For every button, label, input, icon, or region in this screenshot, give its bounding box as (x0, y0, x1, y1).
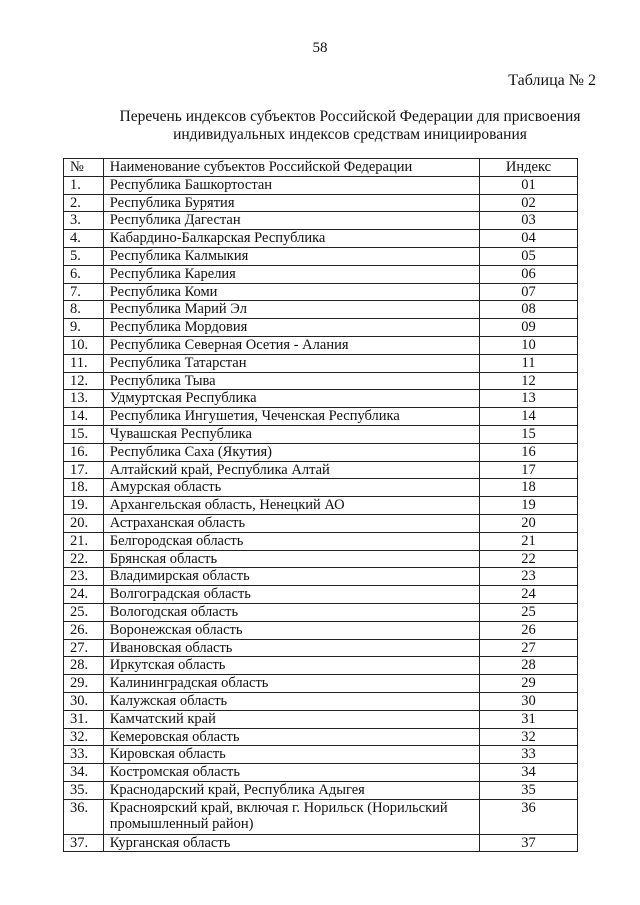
region-name: Кировская область (103, 746, 479, 764)
row-number: 6. (64, 265, 104, 283)
row-number: 21. (64, 532, 104, 550)
row-number: 28. (64, 657, 104, 675)
region-index: 01 (480, 176, 578, 194)
row-number: 18. (64, 479, 104, 497)
table-row (64, 746, 578, 764)
row-number: 23. (64, 568, 104, 586)
region-index: 17 (480, 461, 578, 479)
region-index: 35 (480, 781, 578, 799)
header-index: Индекс (480, 159, 578, 177)
table-row (64, 408, 578, 426)
table-row (64, 639, 578, 657)
region-index: 21 (480, 532, 578, 550)
region-name: Брянская область (103, 550, 479, 568)
region-name: Калининградская область (103, 675, 479, 693)
table-row (64, 586, 578, 604)
row-number: 27. (64, 639, 104, 657)
region-name: Кемеровская область (103, 728, 479, 746)
row-number: 22. (64, 550, 104, 568)
region-index: 24 (480, 586, 578, 604)
region-name: Чувашская Республика (103, 425, 479, 443)
region-index: 11 (480, 354, 578, 372)
table-row (64, 497, 578, 515)
region-name: Костромская область (103, 764, 479, 782)
region-name: Вологодская область (103, 603, 479, 621)
table-row (64, 657, 578, 675)
regions-index-table (63, 158, 578, 852)
region-name: Калужская область (103, 692, 479, 710)
region-name: Кабардино-Балкарская Республика (103, 230, 479, 248)
table-body (64, 176, 578, 852)
table-row (64, 781, 578, 799)
region-index: 28 (480, 657, 578, 675)
region-index: 20 (480, 514, 578, 532)
region-index: 12 (480, 372, 578, 390)
region-index: 34 (480, 764, 578, 782)
table-row (64, 319, 578, 337)
region-name: Камчатский край (103, 710, 479, 728)
region-name: Волгоградская область (103, 586, 479, 604)
region-index: 16 (480, 443, 578, 461)
table-row (64, 568, 578, 586)
region-index: 26 (480, 621, 578, 639)
region-index: 13 (480, 390, 578, 408)
table-row (64, 692, 578, 710)
region-name: Республика Ингушетия, Чеченская Республика (103, 408, 479, 426)
row-number: 32. (64, 728, 104, 746)
table-row (64, 710, 578, 728)
table-row (64, 301, 578, 319)
table-row (64, 230, 578, 248)
table-row (64, 212, 578, 230)
region-index: 32 (480, 728, 578, 746)
row-number: 34. (64, 764, 104, 782)
table-row (64, 764, 578, 782)
row-number: 12. (64, 372, 104, 390)
region-index: 23 (480, 568, 578, 586)
row-number: 13. (64, 390, 104, 408)
region-index: 25 (480, 603, 578, 621)
table-row (64, 834, 578, 852)
region-name: Республика Карелия (103, 265, 479, 283)
table-row (64, 675, 578, 693)
region-name: Республика Башкортостан (103, 176, 479, 194)
table-row (64, 336, 578, 354)
row-number: 11. (64, 354, 104, 372)
page-number: 58 (312, 40, 328, 56)
table-label: Таблица № 2 (508, 72, 596, 89)
row-number: 33. (64, 746, 104, 764)
region-index: 29 (480, 675, 578, 693)
region-name: Курганская область (103, 834, 479, 852)
row-number: 37. (64, 834, 104, 852)
region-name: Воронежская область (103, 621, 479, 639)
region-name: Республика Коми (103, 283, 479, 301)
region-name: Амурская область (103, 479, 479, 497)
region-name: Республика Мордовия (103, 319, 479, 337)
row-number: 31. (64, 710, 104, 728)
region-name: Краснодарский край, Республика Адыгея (103, 781, 479, 799)
region-index: 30 (480, 692, 578, 710)
region-name: Республика Калмыкия (103, 247, 479, 265)
row-number: 10. (64, 336, 104, 354)
table-row (64, 621, 578, 639)
region-index: 33 (480, 746, 578, 764)
row-number: 35. (64, 781, 104, 799)
region-name: Республика Тыва (103, 372, 479, 390)
row-number: 20. (64, 514, 104, 532)
region-name: Астраханская область (103, 514, 479, 532)
row-number: 25. (64, 603, 104, 621)
region-index: 02 (480, 194, 578, 212)
region-name: Архангельская область, Ненецкий АО (103, 497, 479, 515)
row-number: 7. (64, 283, 104, 301)
row-number: 3. (64, 212, 104, 230)
document-title (100, 108, 600, 144)
region-name: Иркутская область (103, 657, 479, 675)
row-number: 30. (64, 692, 104, 710)
table-row (64, 532, 578, 550)
table-row (64, 265, 578, 283)
table-row (64, 176, 578, 194)
region-index: 07 (480, 283, 578, 301)
region-name: Ивановская область (103, 639, 479, 657)
row-number: 19. (64, 497, 104, 515)
table-row (64, 194, 578, 212)
region-index: 27 (480, 639, 578, 657)
region-index: 31 (480, 710, 578, 728)
region-name: Республика Бурятия (103, 194, 479, 212)
row-number: 29. (64, 675, 104, 693)
region-name: Красноярский край, включая г. Норильск (Норильский промышленный район) (103, 799, 479, 834)
region-name: Белгородская область (103, 532, 479, 550)
region-index: 09 (480, 319, 578, 337)
table-row (64, 603, 578, 621)
region-index: 37 (480, 834, 578, 852)
table-row (64, 728, 578, 746)
row-number: 5. (64, 247, 104, 265)
document-title-line-2: индивидуальных индексов средствам инициирования (173, 126, 527, 143)
table-row (64, 354, 578, 372)
table-row (64, 390, 578, 408)
row-number: 24. (64, 586, 104, 604)
region-name: Республика Северная Осетия - Алания (103, 336, 479, 354)
region-index: 03 (480, 212, 578, 230)
row-number: 16. (64, 443, 104, 461)
row-number: 4. (64, 230, 104, 248)
header-region-name: Наименование субъектов Российской Федерации (103, 159, 479, 177)
table-row (64, 479, 578, 497)
region-index: 15 (480, 425, 578, 443)
table-row (64, 514, 578, 532)
region-index: 18 (480, 479, 578, 497)
row-number: 36. (64, 799, 104, 834)
region-index: 36 (480, 799, 578, 834)
row-number: 14. (64, 408, 104, 426)
region-index: 05 (480, 247, 578, 265)
row-number: 1. (64, 176, 104, 194)
region-name: Республика Дагестан (103, 212, 479, 230)
table-row (64, 461, 578, 479)
region-name: Владимирская область (103, 568, 479, 586)
row-number: 9. (64, 319, 104, 337)
region-name: Удмуртская Республика (103, 390, 479, 408)
header-number: № (64, 159, 104, 177)
region-index: 04 (480, 230, 578, 248)
region-name: Алтайский край, Республика Алтай (103, 461, 479, 479)
table-row (64, 425, 578, 443)
row-number: 8. (64, 301, 104, 319)
row-number: 26. (64, 621, 104, 639)
table-row (64, 372, 578, 390)
document-title-line-1: Перечень индексов субъектов Российской Федерации для присвоения (119, 108, 581, 125)
row-number: 2. (64, 194, 104, 212)
region-index: 06 (480, 265, 578, 283)
region-name: Республика Марий Эл (103, 301, 479, 319)
region-name: Республика Татарстан (103, 354, 479, 372)
region-index: 22 (480, 550, 578, 568)
region-index: 10 (480, 336, 578, 354)
region-name: Республика Саха (Якутия) (103, 443, 479, 461)
row-number: 15. (64, 425, 104, 443)
row-number: 17. (64, 461, 104, 479)
table-row (64, 443, 578, 461)
table-row (64, 247, 578, 265)
region-index: 14 (480, 408, 578, 426)
table-row (64, 550, 578, 568)
table-row (64, 283, 578, 301)
table-row (64, 799, 578, 834)
region-index: 08 (480, 301, 578, 319)
table-header-row (64, 159, 578, 177)
region-index: 19 (480, 497, 578, 515)
